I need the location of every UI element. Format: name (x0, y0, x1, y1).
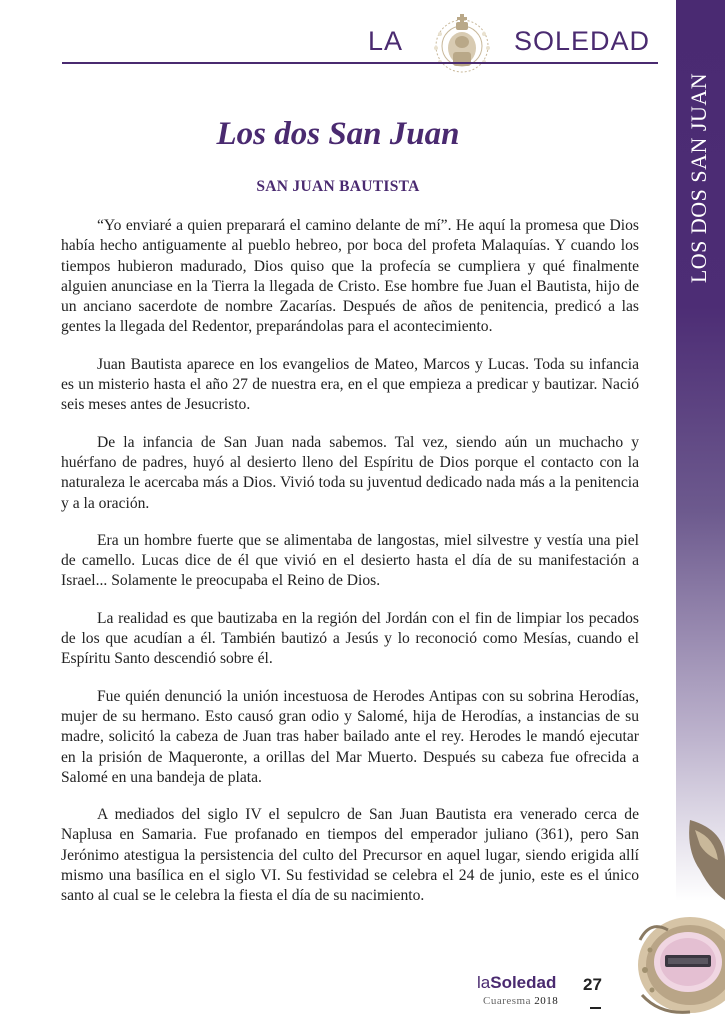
footer-brand (477, 973, 556, 993)
article-subtitle: SAN JUAN BAUTISTA (256, 178, 420, 195)
page-number-dash (590, 1007, 601, 1009)
footer-brand-prefix: la (477, 973, 491, 992)
side-section-text: LOS DOS SAN JUAN (686, 72, 711, 283)
body-paragraph: Juan Bautista aparece en los evangelios de Mateo, Marcos y Lucas. Toda su infancia es un misterio hasta el año 27 de nuestra era, en el que empieza a predicar y bautizar. Nació seis meses antes de Jesucristo. (61, 355, 639, 414)
footer-season: Cuaresma (483, 995, 531, 1007)
article-body (61, 216, 639, 924)
crown-emblem-icon (420, 8, 504, 78)
body-paragraph: “Yo enviaré a quien preparará el camino delante de mí”. He aquí la promesa que Dios había hecho antiguamente al pueblo hebreo, por boca del profeta Malaquías. Y cuando los tiempos hubieron madurado, Dios quiso que la profecía se cumpliera y qué finalmente alguien anunciase en la Tierra la llegada de Cristo. Ese hombre fue Juan el Bautista, hijo de un anciano sacerdote de nombre Zacarías. Después de años de penitencia, predicó a las gentes la llegada del Redentor, preparándolas para el acontecimiento. (61, 217, 639, 336)
body-paragraph: Fue quién denunció la unión incestuosa de Herodes Antipas con su sobrina Herodías, mujer de su hermano. Esto causó gran odio y Salomé, hija de Herodías, a instancias de su madre, solicitó la cabeza de Juan tras haber bailado ante el rey. Herodes le mandó ejecutar en la prisión de Maqueronte, a orillas del Mar Muerto. Después su cabeza fue ofrecida a Salomé en una bandeja de plata. (61, 687, 639, 786)
article-title: Los dos San Juan (216, 116, 460, 152)
header-rule (62, 62, 658, 64)
page-number: 27 (583, 975, 602, 994)
footer-year: 2018 (534, 995, 559, 1007)
header-word-soledad: SOLEDAD (514, 26, 651, 56)
side-section-label (682, 70, 716, 285)
header-word-la: LA (368, 26, 404, 56)
body-paragraph: Era un hombre fuerte que se alimentaba de langostas, miel silvestre y vestía una piel de camello. Lucas dice de él que vivió en el desierto hasta el día de su manifestación a Israel... Solamente le preocupaba el Reino de Dios. (61, 531, 639, 590)
body-paragraph: De la infancia de San Juan nada sabemos. Tal vez, siendo aún un muchacho y huérfano de padres, huyó al desierto lleno del Espíritu de Dios porque el contacto con la naturaleza le acercaba más a Dios. Vivió toda su juventud dedicado nada más a la penitencia y a la oración. (61, 433, 639, 512)
footer-issue (483, 995, 558, 1007)
footer-brand-main: Soledad (490, 973, 557, 992)
body-paragraph: A mediados del siglo IV el sepulcro de San Juan Bautista era venerado cerca de Naplusa en Samaria. Fue profanado en tiempos del emperador juliano (361), pero San Jerónimo atestigua la persistencia del culto del Precursor en aquel lugar, siendo erigida allí mismo una basílica en el siglo VI. Su festividad se celebra el 24 de junio, este es el único santo al cual se le celebra la fiesta el día de su nacimiento. (61, 806, 639, 905)
body-paragraph: La realidad es que bautizaba en la región del Jordán con el fin de limpiar los pecados de los que acudían a él. También bautizó a Jesús y lo reconoció como Mesías, cuando el Espíritu Santo descendió sobre él. (61, 609, 639, 668)
